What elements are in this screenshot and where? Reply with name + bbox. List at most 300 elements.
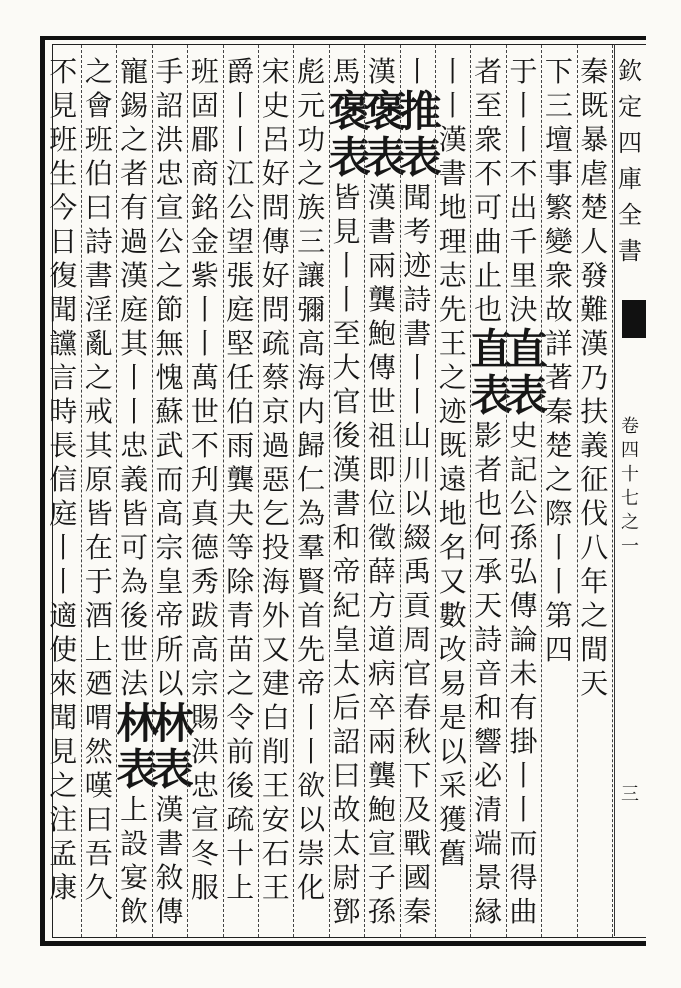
text-glyph: 之 <box>155 259 184 292</box>
heading-glyph: 推 <box>399 87 442 136</box>
text-glyph: 王 <box>438 327 467 360</box>
text-column <box>541 55 576 931</box>
text-glyph: 上 <box>226 871 255 904</box>
text-glyph: 可 <box>120 531 149 564</box>
text-glyph: 可 <box>474 191 503 224</box>
text-glyph: 宴 <box>120 861 149 894</box>
text-glyph: 紀 <box>332 589 361 622</box>
text-glyph: 曲 <box>509 895 538 928</box>
text-glyph: 丨 <box>438 89 467 122</box>
text-glyph: 變 <box>544 225 573 258</box>
text-glyph: 為 <box>297 497 326 530</box>
text-glyph: 皆 <box>84 497 113 530</box>
text-glyph: 春 <box>403 691 432 724</box>
text-glyph: 道 <box>367 623 396 656</box>
text-glyph: 刋 <box>190 463 219 496</box>
text-glyph: 愧 <box>155 361 184 394</box>
text-glyph: 其 <box>120 327 149 360</box>
text-glyph: 孫 <box>509 521 538 554</box>
text-glyph: 丨 <box>190 293 219 326</box>
text-glyph: 書 <box>84 259 113 292</box>
text-glyph: 高 <box>297 327 326 360</box>
text-glyph: 首 <box>297 599 326 632</box>
text-glyph: 節 <box>155 293 184 326</box>
text-glyph: 班 <box>84 123 113 156</box>
text-glyph: 考 <box>403 215 432 248</box>
text-glyph: 曰 <box>84 803 113 836</box>
text-glyph: 忠 <box>155 157 184 190</box>
text-glyph: 周 <box>403 623 432 656</box>
text-glyph: 寵 <box>120 55 149 88</box>
text-glyph: 公 <box>509 487 538 520</box>
text-glyph: 見 <box>49 735 78 768</box>
text-glyph: 忠 <box>120 429 149 462</box>
text-glyph: 以 <box>438 735 467 768</box>
text-glyph: 元 <box>297 89 326 122</box>
text-glyph: 丨 <box>509 89 538 122</box>
text-glyph: 著 <box>544 361 573 394</box>
text-glyph: 孟 <box>49 837 78 870</box>
text-glyph: 采 <box>438 769 467 802</box>
text-glyph: 傳 <box>367 351 396 384</box>
text-glyph: 金 <box>190 225 219 258</box>
text-glyph: 詩 <box>84 225 113 258</box>
text-glyph: 安 <box>261 803 290 836</box>
text-glyph: 故 <box>332 793 361 826</box>
text-glyph: 疏 <box>226 803 255 836</box>
text-glyph: 三 <box>297 225 326 258</box>
text-glyph: 長 <box>49 429 78 462</box>
margin-title-glyph: 庫 <box>618 165 642 193</box>
text-glyph: 見 <box>49 89 78 122</box>
text-glyph: 舊 <box>438 837 467 870</box>
text-glyph: 固 <box>190 89 219 122</box>
text-column <box>151 55 194 931</box>
text-glyph: 秦 <box>403 895 432 928</box>
text-glyph: 有 <box>509 691 538 724</box>
text-glyph: 故 <box>544 293 573 326</box>
text-glyph: 戒 <box>84 395 113 428</box>
text-glyph: 等 <box>226 531 255 564</box>
text-glyph: 于 <box>84 565 113 598</box>
text-glyph: 削 <box>261 735 290 768</box>
text-glyph: 四 <box>544 633 573 666</box>
text-glyph: 丨 <box>544 531 573 564</box>
text-glyph: 事 <box>544 157 573 190</box>
text-glyph: 先 <box>297 633 326 666</box>
text-glyph: 皆 <box>120 497 149 530</box>
text-glyph: 漢 <box>580 327 609 360</box>
text-column <box>81 55 116 931</box>
text-glyph: 萬 <box>190 361 219 394</box>
text-glyph: 即 <box>367 453 396 486</box>
text-glyph: 丨 <box>120 361 149 394</box>
text-glyph: 丨 <box>226 89 255 122</box>
text-glyph: 不 <box>190 429 219 462</box>
text-glyph: 復 <box>49 259 78 292</box>
text-glyph: 真 <box>190 497 219 530</box>
text-glyph: 衆 <box>544 259 573 292</box>
text-glyph: 之 <box>84 55 113 88</box>
text-glyph: 歸 <box>297 429 326 462</box>
text-glyph: 之 <box>226 667 255 700</box>
text-glyph: 爵 <box>226 55 255 88</box>
text-glyph: 際 <box>544 497 573 530</box>
text-glyph: 官 <box>332 385 361 418</box>
text-glyph: 衆 <box>474 123 503 156</box>
text-glyph: 既 <box>438 429 467 462</box>
text-glyph: 好 <box>261 157 290 190</box>
text-glyph: 掛 <box>509 725 538 758</box>
text-glyph: 壇 <box>544 123 573 156</box>
text-glyph: 後 <box>226 769 255 802</box>
text-glyph: 縁 <box>474 895 503 928</box>
text-glyph: 宣 <box>155 191 184 224</box>
text-glyph: 堅 <box>226 327 255 360</box>
margin-volume-glyph: 之 <box>621 512 639 533</box>
text-column <box>116 55 159 931</box>
text-glyph: 望 <box>226 225 255 258</box>
text-glyph: 志 <box>438 259 467 292</box>
text-glyph: 丨 <box>509 759 538 792</box>
text-glyph: 以 <box>297 803 326 836</box>
margin-header <box>614 44 646 936</box>
text-glyph: 兩 <box>367 725 396 758</box>
text-glyph: 其 <box>84 429 113 462</box>
column-rule <box>293 45 294 937</box>
text-glyph: 宗 <box>155 531 184 564</box>
text-glyph: 楚 <box>580 191 609 224</box>
text-glyph: 洪 <box>190 735 219 768</box>
text-glyph: 康 <box>49 871 78 904</box>
text-glyph: 改 <box>438 633 467 666</box>
text-glyph: 又 <box>261 633 290 666</box>
text-glyph: 漢 <box>367 181 396 214</box>
text-column <box>187 55 222 931</box>
text-glyph: 過 <box>120 225 149 258</box>
text-glyph: 聞 <box>49 701 78 734</box>
heading-glyph: 褒 <box>328 87 371 136</box>
text-glyph: 書 <box>367 215 396 248</box>
text-glyph: 公 <box>226 191 255 224</box>
text-glyph: 設 <box>120 827 149 860</box>
text-glyph: 也 <box>474 293 503 326</box>
text-glyph: 川 <box>403 453 432 486</box>
text-glyph: 上 <box>84 633 113 666</box>
text-glyph: 石 <box>261 837 290 870</box>
text-glyph: 言 <box>49 361 78 394</box>
text-glyph: 第 <box>544 599 573 632</box>
text-glyph: 義 <box>580 429 609 462</box>
text-glyph: 數 <box>438 599 467 632</box>
text-glyph: 後 <box>120 599 149 632</box>
text-glyph: 惡 <box>261 463 290 496</box>
text-glyph: 海 <box>297 361 326 394</box>
text-glyph: 忠 <box>190 769 219 802</box>
text-column <box>577 55 612 931</box>
text-glyph: 班 <box>190 55 219 88</box>
text-glyph: 間 <box>580 633 609 666</box>
text-glyph: 史 <box>509 419 538 452</box>
text-column <box>328 55 371 931</box>
column-rule <box>470 45 471 937</box>
text-glyph: 飲 <box>120 895 149 928</box>
text-glyph: 是 <box>438 701 467 734</box>
text-glyph: 丨 <box>190 327 219 360</box>
text-glyph: 會 <box>84 89 113 122</box>
text-glyph: 丨 <box>49 531 78 564</box>
margin-title-glyph: 欽 <box>618 57 642 85</box>
text-glyph: 亂 <box>84 327 113 360</box>
text-glyph: 高 <box>190 633 219 666</box>
text-glyph: 使 <box>49 633 78 666</box>
margin-volume-glyph: 卷 <box>621 416 639 437</box>
text-glyph: 祖 <box>367 419 396 452</box>
margin-volume-glyph: 十 <box>621 464 639 485</box>
text-glyph: 詔 <box>155 89 184 122</box>
text-glyph: 皆 <box>332 181 361 214</box>
text-glyph: 未 <box>509 657 538 690</box>
text-glyph: 帝 <box>155 599 184 632</box>
text-glyph: 乞 <box>261 497 290 530</box>
column-rule <box>223 45 224 937</box>
text-glyph: 山 <box>403 419 432 452</box>
text-glyph: 今 <box>49 191 78 224</box>
text-glyph: 丨 <box>438 55 467 88</box>
text-glyph: 敘 <box>155 861 184 894</box>
text-glyph: 冬 <box>190 837 219 870</box>
column-rule <box>258 45 259 937</box>
text-glyph: 秦 <box>544 395 573 428</box>
margin-page-glyph: 三 <box>621 784 639 805</box>
text-glyph: 詔 <box>332 725 361 758</box>
text-glyph: 前 <box>226 735 255 768</box>
text-glyph: 廼 <box>84 667 113 700</box>
text-glyph: 丨 <box>403 55 432 88</box>
heading-glyph: 表 <box>505 371 548 420</box>
text-glyph: 貢 <box>403 589 432 622</box>
text-glyph: 以 <box>403 487 432 520</box>
text-glyph: 之 <box>297 157 326 190</box>
text-glyph: 化 <box>297 871 326 904</box>
text-glyph: 宣 <box>190 803 219 836</box>
text-glyph: 孫 <box>367 895 396 928</box>
text-glyph: 馬 <box>332 55 361 88</box>
text-glyph: 任 <box>226 361 255 394</box>
text-glyph: 先 <box>438 293 467 326</box>
text-glyph: 來 <box>49 667 78 700</box>
text-glyph: 宋 <box>261 55 290 88</box>
text-glyph: 丨 <box>297 735 326 768</box>
text-glyph: 漢 <box>438 123 467 156</box>
text-glyph: 和 <box>332 521 361 554</box>
text-glyph: 傳 <box>261 225 290 258</box>
text-glyph: 丨 <box>509 123 538 156</box>
text-column <box>46 55 81 931</box>
heading-glyph: 表 <box>399 133 442 182</box>
text-glyph: 子 <box>367 861 396 894</box>
text-glyph: 丨 <box>332 249 361 282</box>
text-glyph: 讜 <box>49 327 78 360</box>
text-glyph: 錫 <box>120 89 149 122</box>
text-glyph: 太 <box>332 827 361 860</box>
text-glyph: 疏 <box>261 327 290 360</box>
column-rule <box>577 45 578 937</box>
text-glyph: 詩 <box>403 283 432 316</box>
text-glyph: 不 <box>474 157 503 190</box>
text-glyph: 景 <box>474 861 503 894</box>
text-column <box>258 55 293 931</box>
text-glyph: 何 <box>474 521 503 554</box>
text-glyph: 聞 <box>49 293 78 326</box>
margin-title-glyph: 書 <box>618 237 642 265</box>
text-glyph: 丨 <box>297 701 326 734</box>
text-glyph: 不 <box>49 55 78 88</box>
text-glyph: 也 <box>474 487 503 520</box>
text-glyph: 卒 <box>367 691 396 724</box>
text-glyph: 論 <box>509 623 538 656</box>
text-glyph: 年 <box>580 565 609 598</box>
heading-glyph: 表 <box>364 133 407 182</box>
text-glyph: 仁 <box>297 463 326 496</box>
text-glyph: 乃 <box>580 361 609 394</box>
text-glyph: 丨 <box>544 565 573 598</box>
column-rule <box>612 45 613 937</box>
text-glyph: 后 <box>332 691 361 724</box>
text-glyph: 影 <box>474 419 503 452</box>
text-glyph: 然 <box>84 735 113 768</box>
text-glyph: 江 <box>226 157 255 190</box>
text-glyph: 止 <box>474 259 503 292</box>
text-glyph: 彌 <box>297 293 326 326</box>
text-glyph: 綴 <box>403 521 432 554</box>
text-glyph: 之 <box>49 769 78 802</box>
text-column <box>470 55 513 931</box>
text-glyph: 既 <box>580 89 609 122</box>
margin-title-glyph: 定 <box>618 93 642 121</box>
text-glyph: 銘 <box>190 191 219 224</box>
text-glyph: 國 <box>403 861 432 894</box>
column-rule <box>152 45 153 937</box>
text-glyph: 無 <box>155 327 184 360</box>
text-glyph: 法 <box>120 667 149 700</box>
text-glyph: 皇 <box>332 623 361 656</box>
text-glyph: 承 <box>474 555 503 588</box>
text-glyph: 曰 <box>84 191 113 224</box>
text-glyph: 過 <box>261 429 290 462</box>
text-glyph: 龔 <box>367 759 396 792</box>
text-glyph: 令 <box>226 701 255 734</box>
column-rule <box>364 45 365 937</box>
text-glyph: 得 <box>509 861 538 894</box>
text-glyph: 八 <box>580 531 609 564</box>
text-glyph: 暴 <box>580 123 609 156</box>
text-glyph: 青 <box>226 599 255 632</box>
text-glyph: 羣 <box>297 531 326 564</box>
text-glyph: 理 <box>438 225 467 258</box>
text-glyph: 書 <box>438 157 467 190</box>
text-glyph: 苗 <box>226 633 255 666</box>
text-glyph: 商 <box>190 157 219 190</box>
text-glyph: 適 <box>49 599 78 632</box>
text-glyph: 薛 <box>367 555 396 588</box>
text-glyph: 和 <box>474 691 503 724</box>
text-glyph: 鮑 <box>367 793 396 826</box>
text-glyph: 張 <box>226 259 255 292</box>
text-glyph: 清 <box>474 793 503 826</box>
text-glyph: 丨 <box>403 351 432 384</box>
text-glyph: 發 <box>580 259 609 292</box>
heading-glyph: 林 <box>151 699 194 748</box>
text-glyph: 丨 <box>509 793 538 826</box>
text-glyph: 秋 <box>403 725 432 758</box>
text-glyph: 之 <box>544 463 573 496</box>
text-glyph: 服 <box>190 871 219 904</box>
text-glyph: 龔 <box>226 463 255 496</box>
text-glyph: 傳 <box>509 589 538 622</box>
heading-glyph: 直 <box>505 325 548 374</box>
margin-title-glyph: 全 <box>618 201 642 229</box>
text-glyph: 楚 <box>544 429 573 462</box>
text-glyph: 賢 <box>297 565 326 598</box>
text-glyph: 久 <box>84 871 113 904</box>
text-glyph: 彪 <box>297 55 326 88</box>
text-glyph: 有 <box>120 191 149 224</box>
text-glyph: 方 <box>367 589 396 622</box>
text-glyph: 病 <box>367 657 396 690</box>
text-glyph: 以 <box>155 667 184 700</box>
text-glyph: 名 <box>438 531 467 564</box>
column-rule <box>541 45 542 937</box>
text-glyph: 庭 <box>120 293 149 326</box>
column-rule <box>435 45 436 937</box>
text-glyph: 建 <box>261 667 290 700</box>
column-rule <box>506 45 507 937</box>
text-glyph: 白 <box>261 701 290 734</box>
text-glyph: 迹 <box>438 395 467 428</box>
text-glyph: 世 <box>190 395 219 428</box>
text-glyph: 天 <box>580 667 609 700</box>
text-glyph: 人 <box>580 225 609 258</box>
text-glyph: 遠 <box>438 463 467 496</box>
text-glyph: 者 <box>474 453 503 486</box>
text-column <box>364 55 407 931</box>
text-glyph: 決 <box>509 293 538 326</box>
text-glyph: 千 <box>509 225 538 258</box>
text-glyph: 龔 <box>367 283 396 316</box>
text-glyph: 曰 <box>332 759 361 792</box>
text-glyph: 及 <box>403 793 432 826</box>
text-glyph: 者 <box>120 157 149 190</box>
text-glyph: 崇 <box>297 837 326 870</box>
heading-glyph: 表 <box>470 371 513 420</box>
text-column <box>223 55 258 931</box>
text-glyph: 宗 <box>190 667 219 700</box>
text-glyph: 伯 <box>226 395 255 428</box>
text-glyph: 又 <box>438 565 467 598</box>
text-glyph: 響 <box>474 725 503 758</box>
text-glyph: 詩 <box>474 623 503 656</box>
text-glyph: 征 <box>580 463 609 496</box>
text-glyph: 傳 <box>155 895 184 928</box>
heading-glyph: 表 <box>116 745 159 794</box>
text-column <box>293 55 328 931</box>
text-glyph: 問 <box>261 191 290 224</box>
text-glyph: 德 <box>190 531 219 564</box>
text-glyph: 必 <box>474 759 503 792</box>
column-rule <box>81 45 82 937</box>
column-rule <box>187 45 188 937</box>
